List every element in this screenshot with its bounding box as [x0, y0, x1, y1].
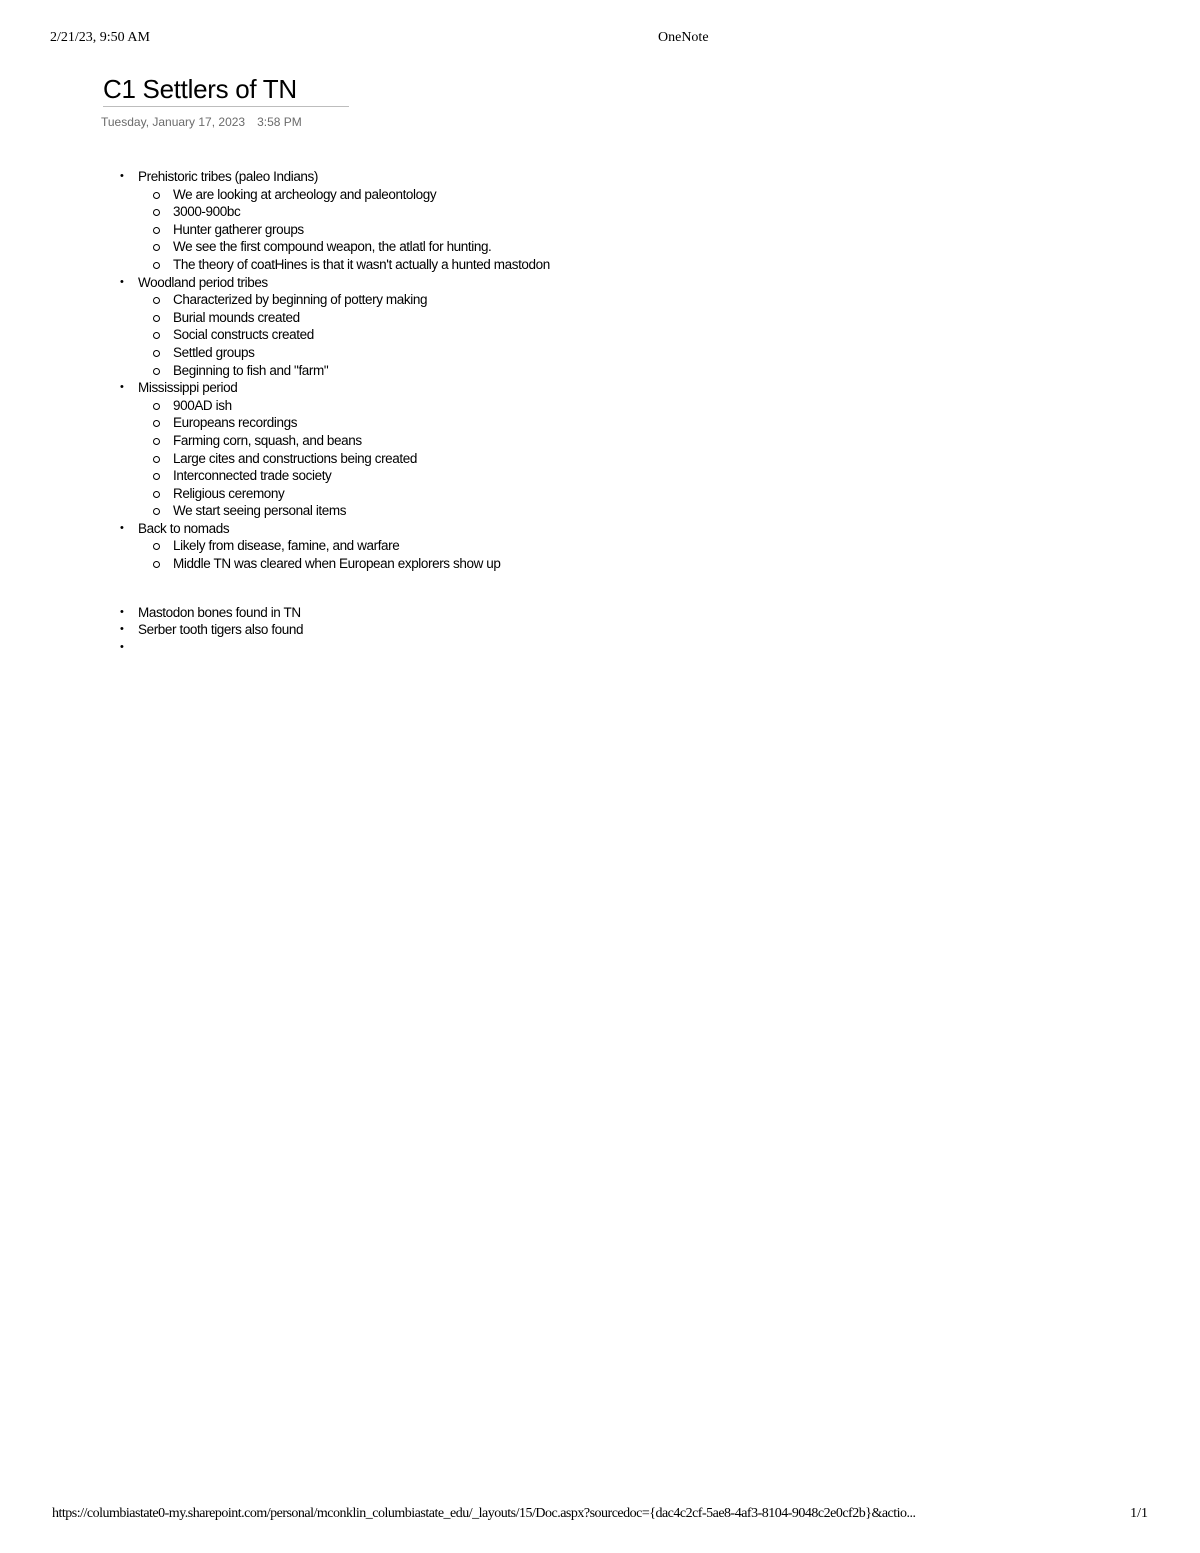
- bullet-circle-icon: [153, 262, 160, 269]
- outline-item-nomads[interactable]: [118, 520, 550, 538]
- bullet-circle-icon: [153, 403, 160, 410]
- outline-subitem-text: 900AD ish: [173, 397, 232, 413]
- bullet-circle-icon: [153, 368, 160, 375]
- outline-subitem-text: We see the first compound weapon, the atlatl for hunting.: [173, 239, 492, 255]
- bullet-circle-icon: [153, 543, 160, 550]
- bullet-circle-icon: [153, 192, 160, 199]
- outline-item-label: Mastodon bones found in TN: [138, 604, 301, 620]
- outline-item-woodland[interactable]: [118, 274, 550, 292]
- outline-item-label: Prehistoric tribes (paleo Indians): [138, 169, 318, 184]
- bullet-circle-icon: [153, 420, 160, 427]
- outline-item-prehistoric[interactable]: [118, 168, 550, 186]
- outline-item-label: Back to nomads: [138, 520, 230, 536]
- outline-subitem[interactable]: [118, 344, 550, 362]
- outline-item-label: Woodland period tribes: [138, 274, 268, 290]
- bullet-circle-icon: [153, 209, 160, 216]
- outline-subitem[interactable]: [118, 555, 550, 573]
- outline-subitem-text: Social constructs created: [173, 327, 314, 343]
- outline-subitem[interactable]: [118, 537, 550, 555]
- outline-subitem[interactable]: [118, 485, 550, 503]
- outline-subitem-text: 3000-900bc: [173, 204, 241, 220]
- bullet-dot-icon: •: [120, 521, 124, 534]
- outline-subitem-text: We are looking at archeology and paleontology: [173, 186, 437, 202]
- print-datetime: 2/21/23, 9:50 AM: [50, 30, 150, 45]
- note-outline[interactable]: [118, 168, 550, 656]
- outline-subitem-text: Large cites and constructions being created: [173, 450, 417, 466]
- page-date-time: [101, 115, 302, 129]
- outline-subitem-text: Farming corn, squash, and beans: [173, 432, 362, 448]
- outline-item-empty[interactable]: [118, 639, 550, 657]
- outline-spacer: [118, 573, 550, 604]
- outline-subitem[interactable]: [118, 256, 550, 274]
- outline-subitem-text: Burial mounds created: [173, 309, 300, 325]
- outline-item-mississippi[interactable]: [118, 379, 550, 397]
- outline-subitem-text: Middle TN was cleared when European explorers show up: [173, 556, 501, 572]
- outline-subitem-text: Likely from disease, famine, and warfare: [173, 538, 400, 554]
- outline-subitem-text: We start seeing personal items: [173, 503, 347, 519]
- outline-item-label: Mississippi period: [138, 380, 238, 396]
- outline-subitem[interactable]: [118, 450, 550, 468]
- bullet-circle-icon: [153, 315, 160, 322]
- outline-subitem-text: Settled groups: [173, 344, 255, 360]
- bullet-dot-icon: •: [120, 605, 124, 618]
- bullet-circle-icon: [153, 297, 160, 304]
- bullet-dot-icon: •: [120, 623, 124, 636]
- print-app-name: OneNote: [658, 30, 709, 45]
- outline-subitem[interactable]: [118, 238, 550, 256]
- outline-subitem-text: Religious ceremony: [173, 485, 285, 501]
- bullet-circle-icon: [153, 227, 160, 234]
- bullet-circle-icon: [153, 438, 160, 445]
- outline-subitem[interactable]: [118, 291, 550, 309]
- outline-subitem[interactable]: [118, 362, 550, 380]
- bullet-circle-icon: [153, 491, 160, 498]
- page-date: Tuesday, January 17, 2023: [101, 115, 246, 129]
- bullet-circle-icon: [153, 244, 160, 251]
- print-url: https://columbiastate0-my.sharepoint.com/personal/mconklin_columbiastate_edu/_layouts/15/Doc.aspx?sourcedoc={dac4c2cf-5ae8-4af3-8104-9048c2e0cf2b}&actio...: [52, 1506, 916, 1521]
- page-title[interactable]: C1 Settlers of TN: [103, 74, 349, 107]
- outline-item-label: Serber tooth tigers also found: [138, 622, 304, 638]
- outline-subitem[interactable]: [118, 186, 550, 204]
- outline-subitem[interactable]: [118, 309, 550, 327]
- bullet-dot-icon: •: [120, 170, 124, 182]
- outline-subitem-text: Hunter gatherer groups: [173, 221, 304, 237]
- outline-subitem-text: Interconnected trade society: [173, 468, 332, 484]
- outline-subitem-text: Europeans recordings: [173, 415, 298, 431]
- outline-subitem[interactable]: [118, 432, 550, 450]
- outline-subitem-text: Beginning to fish and "farm": [173, 362, 329, 378]
- outline-subitem[interactable]: [118, 326, 550, 344]
- outline-subitem[interactable]: [118, 467, 550, 485]
- bullet-circle-icon: [153, 332, 160, 339]
- outline-subitem[interactable]: [118, 397, 550, 415]
- print-footer: [52, 1506, 1150, 1526]
- outline-subitem[interactable]: [118, 414, 550, 432]
- outline-subitem-text: Characterized by beginning of pottery making: [173, 292, 428, 308]
- bullet-circle-icon: [153, 473, 160, 480]
- outline-item-tigers[interactable]: [118, 621, 550, 639]
- bullet-circle-icon: [153, 350, 160, 357]
- outline-subitem[interactable]: [118, 221, 550, 239]
- outline-subitem[interactable]: [118, 203, 550, 221]
- outline-item-mastodon[interactable]: [118, 604, 550, 622]
- bullet-circle-icon: [153, 508, 160, 515]
- outline-subitem-text: The theory of coatHines is that it wasn't actually a hunted mastodon: [173, 256, 550, 272]
- bullet-dot-icon: •: [120, 640, 124, 653]
- bullet-circle-icon: [153, 561, 160, 568]
- bullet-dot-icon: •: [120, 275, 124, 288]
- print-header: [50, 30, 1150, 50]
- print-page-number: 1/1: [1130, 1506, 1148, 1521]
- bullet-dot-icon: •: [120, 381, 124, 394]
- outline-subitem[interactable]: [118, 502, 550, 520]
- page-time: 3:58 PM: [257, 115, 302, 129]
- bullet-circle-icon: [153, 456, 160, 463]
